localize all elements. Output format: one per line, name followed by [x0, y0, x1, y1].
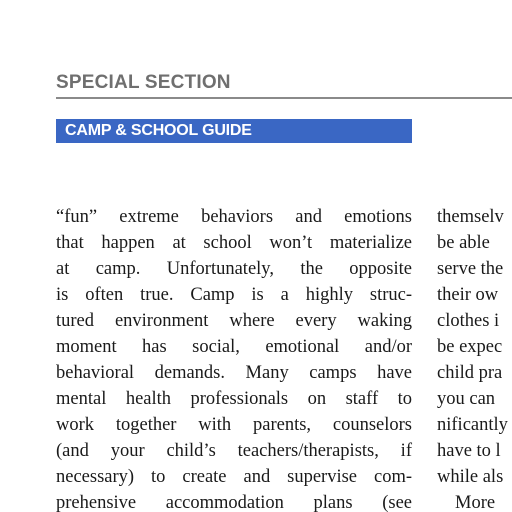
- section-title: SPECIAL SECTION: [56, 72, 231, 93]
- guide-label-bar: CAMP & SCHOOL GUIDE: [56, 119, 412, 143]
- text-line: serve the: [437, 259, 504, 279]
- text-line: “fun” extreme behaviors and emotions: [56, 207, 412, 227]
- text-line: at camp. Unfortunately, the opposite: [56, 259, 412, 279]
- text-line: clothes i: [437, 311, 500, 331]
- text-line: is often true. Camp is a highly struc-: [56, 285, 412, 305]
- text-line: behavioral demands. Many camps have: [56, 363, 412, 383]
- text-line: child pra: [437, 363, 503, 383]
- text-line: be expec: [437, 337, 503, 357]
- left-text-column: [56, 204, 412, 512]
- text-line: their ow: [437, 285, 499, 305]
- text-line: tured environment where every waking: [56, 311, 412, 331]
- text-line: you can: [437, 389, 496, 409]
- text-line: mental health professionals on staff to: [56, 389, 412, 409]
- text-line: themselv: [437, 207, 504, 227]
- text-line: prehensive accommodation plans (see: [56, 493, 412, 512]
- text-line: be able: [437, 233, 490, 253]
- right-text-column: [437, 204, 512, 512]
- text-line: have to l: [437, 441, 501, 461]
- text-line: More: [455, 493, 496, 512]
- section-divider: [56, 97, 512, 99]
- text-line: nificantly: [437, 415, 508, 435]
- text-line: while als: [437, 467, 504, 487]
- text-line: that happen at school won’t materialize: [56, 233, 412, 253]
- text-line: work together with parents, counselors: [56, 415, 412, 435]
- text-line: moment has social, emotional and/or: [56, 337, 412, 357]
- text-line: necessary) to create and supervise com-: [56, 467, 412, 487]
- text-line: (and your child’s teachers/therapists, if: [56, 441, 412, 461]
